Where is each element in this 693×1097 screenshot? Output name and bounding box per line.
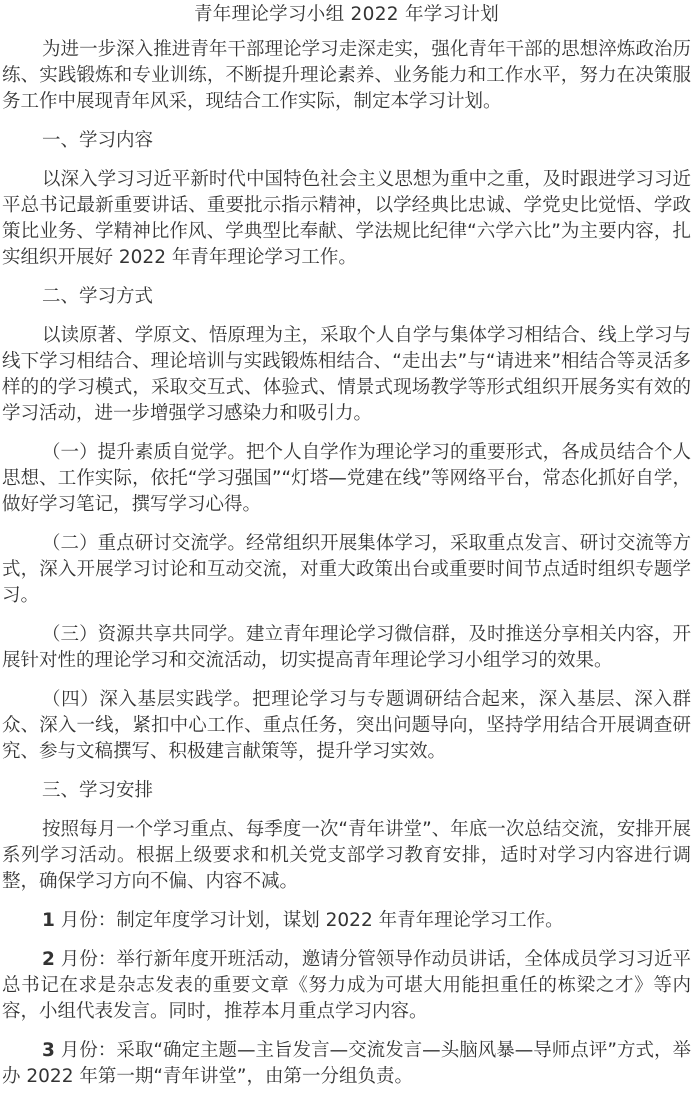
month-item-january [0, 908, 693, 934]
month-number: 1 [42, 910, 55, 931]
month-item-march [0, 1038, 693, 1090]
section-schedule-paragraph: 按照每月一个学习重点、每季度一次“青年讲堂”、年底一次总结交流，安排开展系列学习活动。根据上级要求和机关党支部学习教育安排，适时对学习内容进行调整，确保学习方向不偏、内容不减。 [2, 819, 691, 892]
method-item-discussion: （二）重点研讨交流学。经常组织开展集体学习，采取重点发言、研讨交流等方式，深入开展学习讨论和互动交流，对重大政策出台或重要时间节点适时组织专题学习。 [2, 533, 691, 606]
section-heading-method: 二、学习方式 [42, 286, 154, 307]
method-item-self-study: （一）提升素质自觉学。把个人自学作为理论学习的重要形式，各成员结合个人思想、工作实际，依托“学习强国”“灯塔—党建在线”等网络平台，常态化抓好自学，做好学习笔记，撰写学习心得。 [2, 442, 691, 515]
month-number: 2 [42, 949, 55, 970]
intro-paragraph: 为进一步深入推进青年干部理论学习走深走实，强化青年干部的思想淬炼政治历练、实践锻炼和专业训练，不断提升理论素养、业务能力和工作水平，努力在决策服务工作中展现青年风采，现结合工作实际，制定本学习计划。 [2, 39, 691, 112]
document-title: 青年理论学习小组 2022 年学习计划 [193, 4, 500, 25]
month-item-february [0, 947, 693, 1025]
month-number: 3 [42, 1040, 55, 1061]
month-text: 月份：举行新年度开班活动，邀请分管领导作动员讲话，全体成员学习习近平总书记在求是杂志发表的重要文章《努力成为可堪大用能担重任的栋梁之才》等内容，小组代表发言。同时，推荐本月重点学习内容。 [2, 949, 691, 1022]
month-text: 月份：采取“确定主题—主旨发言—交流发言—头脑风暴—导师点评”方式，举办 2022 年第一期“青年讲堂”，由第一分组负责。 [2, 1040, 691, 1087]
section-content-paragraph: 以深入学习习近平新时代中国特色社会主义思想为重中之重，及时跟进学习习近平总书记最新重要讲话、重要批示指示精神，以学经典比忠诚、学党史比觉悟、学政策比业务、学精神比作风、学典型比奉献、学法规比纪律“六学六比”为主要内容，扎实组织开展好 2022 年青年理论学习工作。 [2, 169, 691, 268]
method-item-resource-sharing: （三）资源共享共同学。建立青年理论学习微信群，及时推送分享相关内容，开展针对性的理论学习和交流活动，切实提高青年理论学习小组学习的效果。 [2, 624, 691, 671]
section-method-paragraph: 以读原著、学原文、悟原理为主，采取个人自学与集体学习相结合、线上学习与线下学习相结合、理论培训与实践锻炼相结合、“走出去”与“请进来”相结合等灵活多样的的学习模式，采取交互式、体验式、情景式现场教学等形式组织开展务实有效的学习活动，进一步增强学习感染力和吸引力。 [2, 325, 691, 424]
month-text: 月份：制定年度学习计划，谋划 2022 年青年理论学习工作。 [54, 910, 564, 931]
section-heading-content: 一、学习内容 [42, 130, 154, 151]
section-heading-schedule: 三、学习安排 [42, 780, 154, 801]
method-item-grassroots-practice: （四）深入基层实践学。把理论学习与专题调研结合起来，深入基层、深入群众、深入一线，紧扣中心工作、重点任务，突出问题导向，坚持学用结合开展调查研究、参与文稿撰写、积极建言献策等，提升学习实效。 [2, 689, 691, 762]
